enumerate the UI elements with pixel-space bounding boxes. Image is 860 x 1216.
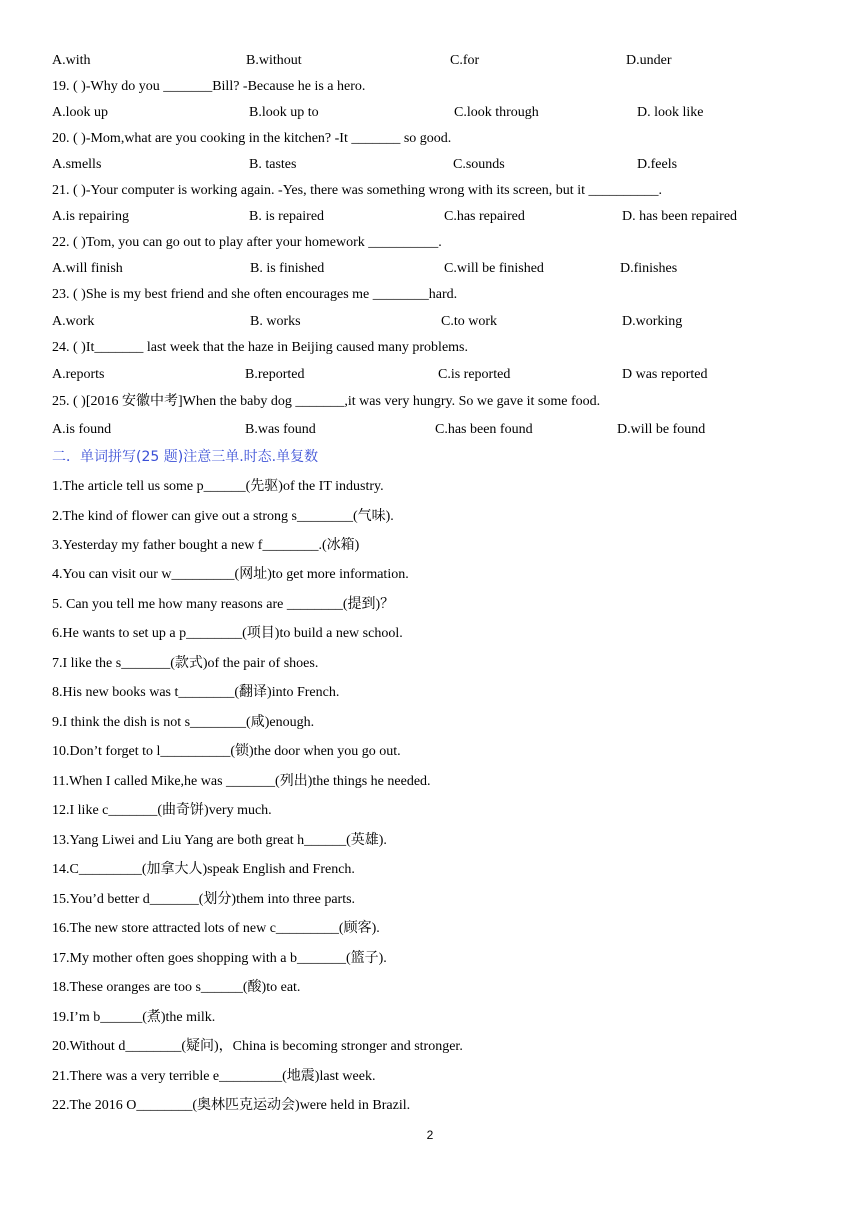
option-d: D was reported bbox=[622, 367, 708, 382]
option-a: A.is found bbox=[52, 422, 112, 437]
option-a: A.smells bbox=[52, 157, 102, 172]
option-b: B.look up to bbox=[249, 105, 319, 120]
option-b: B.was found bbox=[245, 422, 316, 437]
option-a: A.with bbox=[52, 53, 91, 68]
spelling-item-8: 8.His new books was t________(翻译)into French. bbox=[52, 685, 340, 700]
option-d: D.working bbox=[622, 314, 683, 329]
option-a: A.work bbox=[52, 314, 95, 329]
option-a: A.look up bbox=[52, 105, 108, 120]
spelling-item-14: 14.C_________(加拿大人)speak English and French. bbox=[52, 862, 355, 877]
option-c: C.look through bbox=[454, 105, 539, 120]
question-23: 23. ( )She is my best friend and she often encourages me ________hard. bbox=[52, 287, 458, 302]
option-a: A.will finish bbox=[52, 261, 123, 276]
option-c: C.for bbox=[450, 53, 480, 68]
spelling-item-1: 1.The article tell us some p______(先驱)of the IT industry. bbox=[52, 479, 384, 494]
spelling-item-5: 5. Can you tell me how many reasons are ________(提到)？ bbox=[52, 597, 395, 612]
spelling-item-10: 10.Don’t forget to l__________(锁)the door when you go out. bbox=[52, 744, 401, 759]
page-number: 2 bbox=[426, 1128, 434, 1142]
spelling-item-15: 15.You’d better d_______(划分)them into three parts. bbox=[52, 892, 356, 907]
spelling-item-9: 9.I think the dish is not s________(咸)enough. bbox=[52, 715, 315, 730]
option-b: B.reported bbox=[245, 367, 305, 382]
option-c: C.will be finished bbox=[444, 261, 544, 276]
option-a: A.is repairing bbox=[52, 209, 129, 224]
option-c: C.to work bbox=[441, 314, 497, 329]
question-20: 20. ( )-Mom,what are you cooking in the kitchen? -It _______ so good. bbox=[52, 131, 452, 146]
spelling-item-4: 4.You can visit our w_________(网址)to get more information. bbox=[52, 567, 409, 582]
question-21: 21. ( )-Your computer is working again. -Yes, there was something wrong with its screen, but it __________. bbox=[52, 183, 662, 198]
spelling-item-22: 22.The 2016 O________(奥林匹克运动会)were held in Brazil. bbox=[52, 1098, 411, 1113]
spelling-item-13: 13.Yang Liwei and Liu Yang are both great h______(英雄). bbox=[52, 833, 387, 848]
spelling-item-17: 17.My mother often goes shopping with a b_______(篮子). bbox=[52, 951, 387, 966]
spelling-item-21: 21.There was a very terrible e_________(地震)last week. bbox=[52, 1069, 376, 1084]
option-d: D.feels bbox=[637, 157, 678, 172]
spelling-item-2: 2.The kind of flower can give out a strong s________(气味). bbox=[52, 509, 394, 524]
spelling-item-11: 11.When I called Mike,he was _______(列出)the things he needed. bbox=[52, 774, 431, 789]
option-b: B. is repaired bbox=[249, 209, 325, 224]
spelling-item-12: 12.I like c_______(曲奇饼)very much. bbox=[52, 803, 272, 818]
option-d: D.will be found bbox=[617, 422, 706, 437]
option-b: B. is finished bbox=[250, 261, 325, 276]
option-d: D. has been repaired bbox=[622, 209, 738, 224]
option-d: D.under bbox=[626, 53, 672, 68]
option-c: C.has repaired bbox=[444, 209, 525, 224]
option-b: B. tastes bbox=[249, 157, 297, 172]
section-heading: 二．单词拼写(25 题)注意三单.时态.单复数 bbox=[52, 449, 319, 465]
spelling-item-19: 19.I’m b______(煮)the milk. bbox=[52, 1010, 216, 1025]
spelling-item-18: 18.These oranges are too s______(酸)to eat. bbox=[52, 980, 301, 995]
option-b: B.without bbox=[246, 53, 302, 68]
spelling-item-7: 7.I like the s_______(款式)of the pair of shoes. bbox=[52, 656, 319, 671]
question-24: 24. ( )It_______ last week that the haze in Beijing caused many problems. bbox=[52, 340, 469, 355]
question-22: 22. ( )Tom, you can go out to play after your homework __________. bbox=[52, 235, 442, 250]
option-a: A.reports bbox=[52, 367, 105, 382]
option-c: C.sounds bbox=[453, 157, 505, 172]
option-d: D.finishes bbox=[620, 261, 678, 276]
spelling-item-3: 3.Yesterday my father bought a new f________.(冰箱) bbox=[52, 538, 360, 553]
spelling-item-6: 6.He wants to set up a p________(项目)to build a new school. bbox=[52, 626, 403, 641]
question-19: 19. ( )-Why do you _______Bill? -Because he is a hero. bbox=[52, 79, 366, 94]
option-d: D. look like bbox=[637, 105, 704, 120]
option-b: B. works bbox=[250, 314, 301, 329]
question-25: 25. ( )[2016 安徽中考]When the baby dog _______,it was very hungry. So we gave it some food. bbox=[52, 394, 601, 409]
option-c: C.is reported bbox=[438, 367, 511, 382]
spelling-item-16: 16.The new store attracted lots of new c_________(顾客). bbox=[52, 921, 380, 936]
spelling-item-20: 20.Without d________(疑问)，China is becoming stronger and stronger. bbox=[52, 1039, 463, 1054]
option-c: C.has been found bbox=[435, 422, 533, 437]
